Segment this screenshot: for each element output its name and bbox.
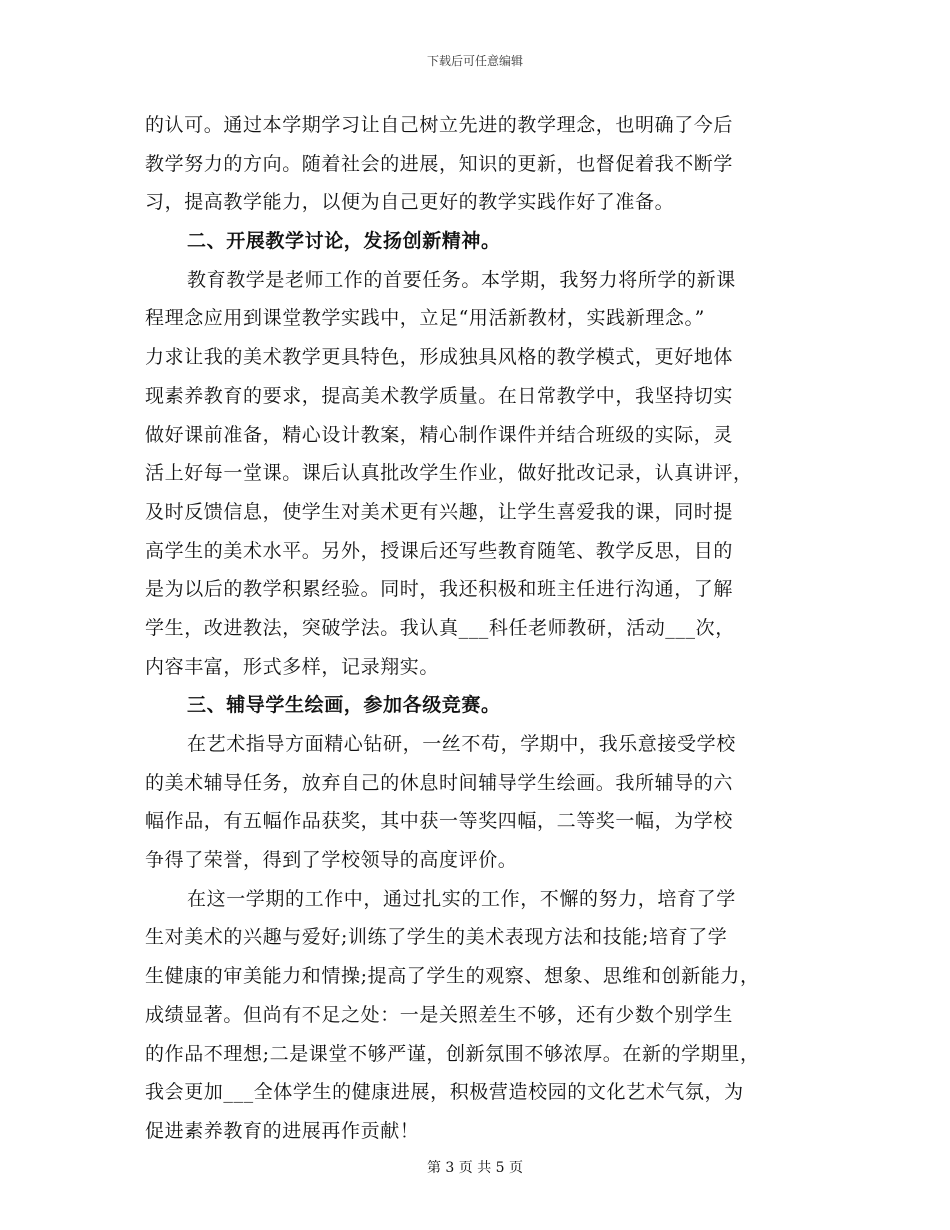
body-line: 学生，改进教法，突破学法。我认真___科任老师教研，活动___次， xyxy=(145,616,735,639)
body-line: 力求让我的美术教学更具特色，形成独具风格的教学模式，更好地体 xyxy=(145,346,734,369)
document-body xyxy=(145,106,815,1151)
body-line: 现素养教育的要求，提高美术教学质量。在日常教学中，我坚持切实 xyxy=(145,384,734,407)
body-line: 做好课前准备，精心设计教案，精心制作课件并结合班级的实际，灵 xyxy=(145,423,734,446)
body-line: 的认可。通过本学期学习让自己树立先进的教学理念，也明确了今后 xyxy=(145,114,734,136)
section-heading: 二、开展教学讨论，发扬创新精神。 xyxy=(187,230,501,253)
body-line: 在艺术指导方面精心钻研，一丝不苟，学期中，我乐意接受学校 xyxy=(187,733,736,755)
body-line: 在这一学期的工作中，通过扎实的工作，不懈的努力，培育了学 xyxy=(187,887,736,910)
section-heading: 三、辅导学生绘画，参加各级竞赛。 xyxy=(187,694,501,717)
body-line: 我会更加___全体学生的健康进展，积极营造校园的文化艺术气氛，为 xyxy=(145,1081,744,1104)
body-line: 教育教学是老师工作的首要任务。本学期，我努力将所学的新课 xyxy=(187,268,736,291)
body-line: 习，提高教学能力，以便为自己更好的教学实践作好了准备。 xyxy=(145,191,675,214)
body-line: 争得了荣誉，得到了学校领导的高度评价。 xyxy=(145,849,518,872)
header-note: 下载后可任意编辑 xyxy=(426,54,523,68)
body-line: 的作品不理想;二是课堂不够严谨，创新氛围不够浓厚。在新的学期里， xyxy=(145,1042,760,1065)
body-line: 是为以后的教学积累经验。同时，我还积极和班主任进行沟通，了解 xyxy=(145,578,734,601)
body-line: 生对美术的兴趣与爱好;训练了学生的美术表现方法和技能;培育了学 xyxy=(145,926,728,949)
body-line: 成绩显著。但尚有不足之处：一是关照差生不够，还有少数个别学生 xyxy=(145,1003,734,1026)
body-line: 及时反馈信息，使学生对美术更有兴趣，让学生喜爱我的课，同时提 xyxy=(145,500,734,523)
body-line: 的美术辅导任务，放弃自己的休息时间辅导学生绘画。我所辅导的六 xyxy=(145,771,734,794)
body-line: 高学生的美术水平。另外，授课后还写些教育随笔、教学反思，目的 xyxy=(145,539,734,562)
body-line: 促进素养教育的进展再作贡献！ xyxy=(145,1119,420,1142)
body-line: 程理念应用到课堂教学实践中，立足“用活新教材，实践新理念。” xyxy=(145,307,705,330)
page-number: 第 3 页 共 5 页 xyxy=(426,1160,524,1176)
body-line: 生健康的审美能力和情操;提高了学生的观察、想象、思维和创新能力， xyxy=(145,965,760,988)
body-line: 活上好每一堂课。课后认真批改学生作业，做好批改记录，认真讲评， xyxy=(145,462,753,485)
body-line: 教学努力的方向。随着社会的进展，知识的更新，也督促着我不断学 xyxy=(145,152,734,175)
body-line: 幅作品，有五幅作品获奖，其中获一等奖四幅，二等奖一幅，为学校 xyxy=(145,810,734,833)
body-line: 内容丰富，形式多样，记录翔实。 xyxy=(145,655,440,678)
